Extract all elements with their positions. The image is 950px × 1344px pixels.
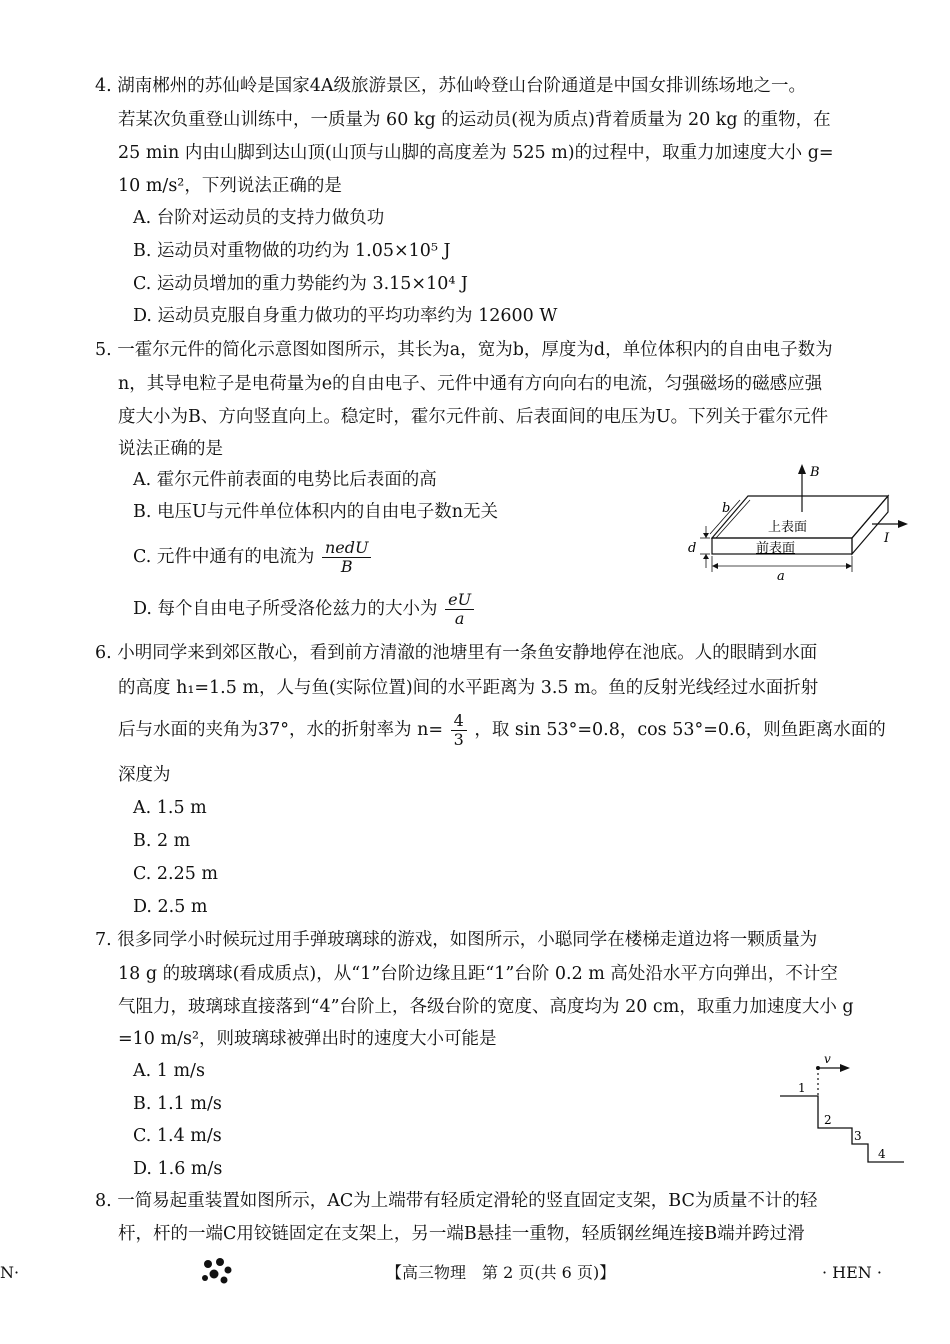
q6-line-3 xyxy=(118,710,886,750)
q7-option-d: D. 1.6 m/s xyxy=(133,1159,223,1179)
q8-line-2: 杆，杆的一端C用铰链固定在支架上，另一端B悬挂一重物，轻质钢丝绳连接B端并跨过滑 xyxy=(118,1224,805,1244)
q5-option-c-fraction xyxy=(322,539,372,576)
q6-option-c: C. 2.25 m xyxy=(133,864,219,884)
q7-line-3: 气阻力，玻璃球直接落到“4”台阶上，各级台阶的宽度、高度均为 20 cm，取重力加速度大小 g xyxy=(118,997,854,1017)
q6-option-a: A. 1.5 m xyxy=(133,798,207,818)
label-top-surface: 上表面 xyxy=(768,520,808,535)
label-front-surface: 前表面 xyxy=(756,541,796,556)
q4-line-4: 10 m/s²，下列说法正确的是 xyxy=(118,176,342,196)
q6-option-d: D. 2.5 m xyxy=(133,897,208,917)
q5-line-4: 说法正确的是 xyxy=(118,439,223,459)
hall-element-diagram xyxy=(684,460,910,582)
q7-option-a: A. 1 m/s xyxy=(133,1061,205,1081)
q4-option-b: B. 运动员对重物做的功约为 1.05×10⁵ J xyxy=(133,241,451,261)
current-arrow-head xyxy=(898,520,908,528)
q5-line-3: 度大小为B、方向竖直向上。稳定时，霍尔元件前、后表面间的电压为U。下列关于霍尔元件 xyxy=(118,407,829,427)
q6-fraction-denominator: 3 xyxy=(453,730,464,749)
step-1-label: 1 xyxy=(798,1081,806,1095)
publisher-logo xyxy=(200,1256,234,1286)
q5-option-d-text: D. 每个自由电子所受洛伦兹力的大小为 xyxy=(133,599,438,619)
step-3-label: 3 xyxy=(854,1129,862,1143)
q5-option-c xyxy=(133,538,373,576)
q4-line-3: 25 min 内由山脚到达山顶(山顶与山脚的高度差为 525 m)的过程中，取重力加速度大小 g= xyxy=(118,143,834,163)
q7-line-1: 7. 很多同学小时候玩过用手弹玻璃球的游戏，如图所示，小聪同学在楼梯走道边将一颗质量为 xyxy=(95,930,818,950)
q4-line-1: 4. 湖南郴州的苏仙岭是国家4A级旅游景区，苏仙岭登山台阶通道是中国女排训练场地之一。 xyxy=(95,76,807,96)
q6-option-b: B. 2 m xyxy=(133,831,191,851)
q6-line-3-suffix: ，取 sin 53°=0.8，cos 53°=0.6，则鱼距离水面的 xyxy=(474,720,886,740)
label-v: v xyxy=(824,1052,831,1066)
magnetic-field-arrow-head xyxy=(798,464,806,474)
q5-option-c-denominator: B xyxy=(340,557,353,576)
velocity-arrow-head xyxy=(840,1064,850,1072)
label-B: B xyxy=(810,465,820,480)
label-I: I xyxy=(884,531,890,546)
q4-line-2: 若某次负重登山训练中，一质量为 60 kg 的运动员(视为质点)背着质量为 20 kg 的重物，在 xyxy=(118,110,831,130)
footer-code: · HEN · xyxy=(822,1263,882,1282)
step-4-label: 4 xyxy=(878,1147,886,1161)
q5-line-1: 5. 一霍尔元件的简化示意图如图所示，其长为a，宽为b，厚度为d，单位体积内的自由电子数为 xyxy=(95,340,833,360)
q5-option-d-numerator: eU xyxy=(445,591,474,610)
q7-line-4: =10 m/s²，则玻璃球被弹出时的速度大小可能是 xyxy=(118,1029,497,1049)
q4-option-a: A. 台阶对运动员的支持力做负功 xyxy=(133,208,385,228)
q5-option-d-fraction xyxy=(445,591,474,628)
q6-line-3-prefix: 后与水面的夹角为37°，水的折射率为 n= xyxy=(118,720,444,740)
q4-option-c: C. 运动员增加的重力势能约为 3.15×10⁴ J xyxy=(133,274,468,294)
q4-option-d: D. 运动员克服自身重力做功的平均功率约为 12600 W xyxy=(133,306,558,326)
q5-option-c-text: C. 元件中通有的电流为 xyxy=(133,547,315,567)
q6-line-4: 深度为 xyxy=(118,765,171,785)
footer-page-info: 【高三物理 第 2 页(共 6 页)】 xyxy=(386,1263,616,1282)
q6-fraction-numerator: 4 xyxy=(451,712,467,731)
q5-option-c-numerator: nedU xyxy=(322,539,372,558)
q7-option-b: B. 1.1 m/s xyxy=(133,1094,222,1114)
staircase-diagram xyxy=(776,1052,906,1170)
q8-line-1: 8. 一简易起重装置如图所示，AC为上端带有轻质定滑轮的竖直固定支架，BC为质量不计的轻 xyxy=(95,1191,818,1211)
glass-ball xyxy=(816,1066,820,1070)
q7-line-2: 18 g 的玻璃球(看成质点)，从“1”台阶边缘且距“1”台阶 0.2 m 高处沿水平方向弹出，不计空 xyxy=(118,964,838,984)
q7-option-c: C. 1.4 m/s xyxy=(133,1126,222,1146)
q5-option-b: B. 电压U与元件单位体积内的自由电子数n无关 xyxy=(133,502,499,522)
q5-option-d-denominator: a xyxy=(454,609,465,628)
slab-side-face xyxy=(852,496,888,554)
label-b: b xyxy=(722,501,731,516)
q6-refractive-index-fraction xyxy=(451,712,467,749)
q6-line-2: 的高度 h₁=1.5 m，人与鱼(实际位置)间的水平距离为 3.5 m。鱼的反射光线经过水面折射 xyxy=(118,678,819,698)
q5-option-d xyxy=(133,590,476,628)
q5-line-2: n，其导电粒子是电荷量为e的自由电子、元件中通有方向向右的电流，匀强磁场的磁感应强 xyxy=(118,374,823,394)
step-2-label: 2 xyxy=(824,1113,832,1127)
q5-option-a: A. 霍尔元件前表面的电势比后表面的高 xyxy=(133,470,437,490)
footer-left-mark: N· xyxy=(0,1263,20,1282)
label-a: a xyxy=(777,569,785,582)
label-d: d xyxy=(688,541,697,556)
q6-line-1: 6. 小明同学来到郊区散心，看到前方清澈的池塘里有一条鱼安静地停在池底。人的眼睛到水面 xyxy=(95,643,818,663)
